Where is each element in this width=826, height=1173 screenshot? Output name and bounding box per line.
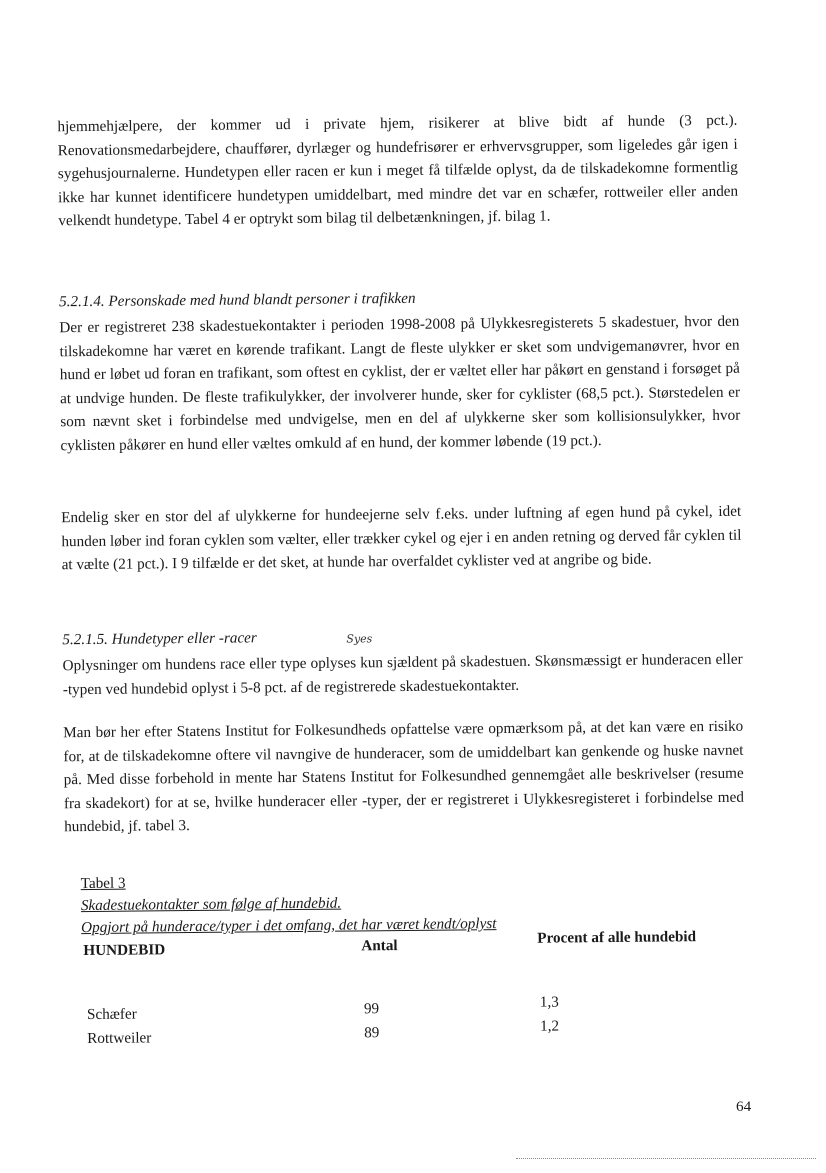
- table-label: Tabel 3: [80, 874, 126, 893]
- table-subtitle-1: Skadestuekontakter som følge af hundebid.: [80, 894, 342, 915]
- paragraph-3: Endelig sker en stor del af ulykkerne for hundeejerne selv f.eks. under luftning af egen hund på cykel, idet hunden løber ind foran cyklen som vælter, eller trækker cykel og ejer i en anden retning og derved får cyklen til at vælte (21 pct.). I 9 tilfælde er det sket, at hunde har overfaldet cyklister ved at angribe og bide.: [61, 502, 742, 574]
- paragraph-5: Man bør her efter Statens Institut for Folkesundheds opfattelse være opmærksom på, at det kan være en risiko for, at de tilskadekomne oftere vil navngive de hunderacer, som de umiddelbart kan genkende og huske navnet på. Med disse forbehold in mente har Statens Institut for Folkesundhed gennemgået alle beskrivelser (resume fra skadekort) for at se, hvilke hunderacer eller -typer, der er registreret i Ulykkesregisteret i forbindelse med hundebid, jf. tabel 3.: [63, 717, 744, 836]
- paragraph-1: hjemmehjælpere, der kommer ud i private hjem, risikerer at blive bidt af hunde (3 pct.). Renovationsmedarbejdere, chauffører, dyrlæger og hundefrisører er erhvervsgrupper, som ligeledes går igen i sygehusjournalerne. Hundetypen eller racen er kun i meget få tilfælde oplyst, da de tilskadekomne formentlig ikke har kunnet identificere hundetypen umiddelbart, med mindre det var en schæfer, rottweiler eller anden velkendt hundetype. Tabel 4 er optrykt som bilag til delbetænkningen, jf. bilag 1.: [57, 111, 739, 230]
- paragraph-2: Der er registreret 238 skadestuekontakter i perioden 1998-2008 på Ulykkesregisterets 5 skadestuer, hvor den tilskadekomne har været en kørende trafikant. Langt de fleste ulykker er sket som undvigemanøvrer, hvor en hund er løbet ud foran en trafikant, som oftest en cyklist, der er væltet eller har påkørt en genstand i forsøget på at undvige hunden. De fleste trafikulykker, der involverer hunde, sker for cyklister (68,5 pct.). Størstedelen er som nævnt sket i forbindelse med undvigelse, men en del af ulykkerne sker som kollisionsulykker, hvor cyklisten påkører en hund eller væltes omkuld af en hund, der kommer løbende (19 pct.).: [59, 312, 741, 455]
- row-breed-name: Rottweiler: [87, 1029, 152, 1048]
- page-number: 64: [736, 1098, 752, 1115]
- table-header-procent: Procent af alle hundebid: [537, 928, 697, 947]
- handwritten-note: Syes: [346, 632, 373, 646]
- paragraph-4: Oplysninger om hundens race eller type oplyses kun sjældent på skadestuen. Skønsmæssigt er hunderacen eller -typen ved hundebid oplyst i 5-8 pct. af de registrerede skadestuekontakter.: [62, 650, 743, 698]
- row-percent: 1,2: [540, 1017, 560, 1035]
- row-percent: 1,3: [539, 993, 559, 1011]
- table-subtitle-2: Opgjort på hunderace/typer i det omfang, det har været kendt/oplyst: [81, 915, 497, 937]
- row-breed-name: Schæfer: [86, 1005, 137, 1024]
- scan-artifact-line: [516, 1158, 816, 1159]
- row-count: 99: [363, 1000, 380, 1018]
- section-heading-5-2-1-4: 5.2.1.4. Personskade med hund blandt personer i trafikken: [59, 289, 416, 311]
- table-caption: [81, 869, 497, 939]
- row-count: 89: [364, 1024, 380, 1042]
- table-header-antal: Antal: [361, 937, 398, 955]
- table-header-hundebid: HUNDEBID: [83, 941, 166, 960]
- section-heading-5-2-1-5: 5.2.1.5. Hundetyper eller -racer: [62, 629, 257, 649]
